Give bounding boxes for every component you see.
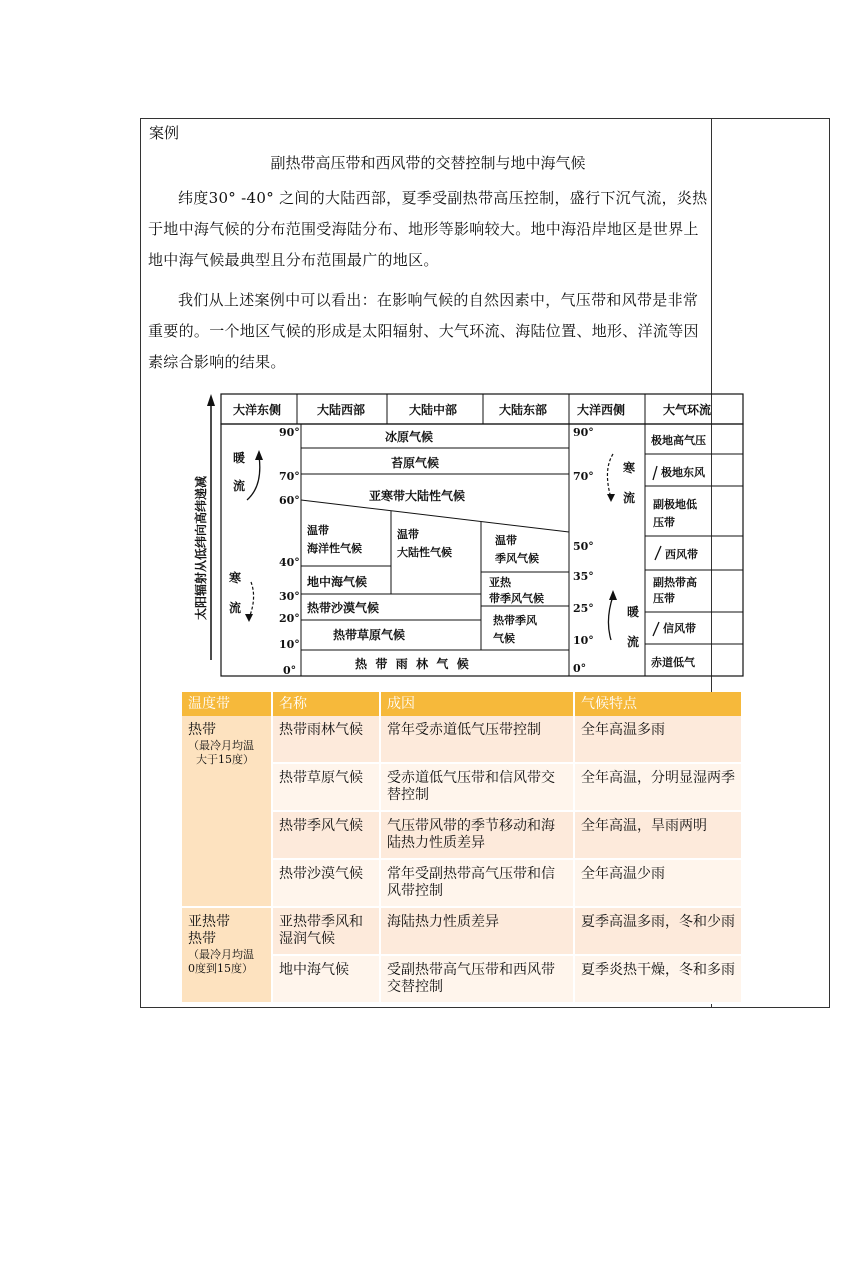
circ-equatorial-low: 赤道低气 [651,656,695,669]
left-current-cold-1: 寒 [229,571,242,585]
circ-polar-high: 极地高气压 [651,434,706,447]
circ-westerly: 西风带 [665,548,698,561]
climate-temp-monsoon-1: 温带 [495,534,517,547]
paragraph-1: 纬度30° -40° 之间的大陆西部，夏季受副热带高压控制，盛行下沉气流，炎热于地中海气候的分布范围受海陆分布、地形等影响较大。地中海沿岸地区是世界上地中海气候最典型且分布范围最广的地区。 [148,189,708,269]
row-feature: 全年高温多雨 [574,716,742,763]
climate-rainforest: 热 带 雨 林 气 候 [355,657,469,671]
circ-subtropical-high-1: 副热带高 [653,576,697,589]
left-lat-0: 0° [283,664,297,677]
right-lat-35: 35° [573,570,594,583]
table-row [182,907,742,955]
diagram-header-4: 大洋西侧 [577,403,626,417]
climate-subtrop-2: 带季风气候 [489,592,544,605]
case-label: 案例 [149,124,180,142]
col-header-cause: 成因 [380,692,574,716]
row-name: 亚热带季风和湿润气候 [272,907,380,955]
band-subtropical [182,907,272,1003]
right-lat-10: 10° [573,634,594,647]
case-title: 副热带高压带和西风带的交替控制与地中海气候 [270,154,586,172]
right-current-warm-1: 暖 [627,605,640,619]
right-lat-25: 25° [573,602,594,615]
left-current-warm-1: 暖 [233,451,246,465]
right-lat-90: 90° [573,426,594,439]
climate-temp-monsoon-2: 季风气候 [495,552,539,565]
band-subtropical-note-1: （最冷月均温 [188,948,254,961]
diagram-header-0: 大洋东侧 [233,403,282,417]
left-current-cold-2: 流 [229,601,242,615]
right-current-warm-2: 流 [627,635,640,649]
table-row [182,716,742,763]
row-name: 地中海气候 [272,955,380,1003]
diagram-header-2: 大陆中部 [409,403,458,417]
diagram-header-1: 大陆西部 [317,403,366,417]
band-subtropical-name-2: 热带 [188,931,216,947]
left-current-warm-2: 流 [233,479,246,493]
circ-polar-easterly: 极地东风 [661,466,705,479]
col-header-name: 名称 [272,692,380,716]
diagram-header-3: 大陆东部 [499,403,548,417]
climate-subtrop-1: 亚热 [489,576,511,589]
climate-ice: 冰原气候 [385,430,434,444]
right-lat-70: 70° [573,470,594,483]
climate-tundra: 苔原气候 [391,456,440,470]
row-cause: 常年受赤道低气压带控制 [380,716,574,763]
climate-table [182,692,735,998]
band-tropical-name: 热带 [188,722,216,738]
climate-oceanic-2: 海洋性气候 [307,542,362,555]
left-lat-60: 60° [279,494,300,507]
left-lat-20: 20° [279,612,300,625]
band-tropical-note-1: （最冷月均温 [188,739,254,752]
circ-subpolar-low-1: 副极地低 [653,498,697,511]
row-cause: 气压带风带的季节移动和海陆热力性质差异 [380,811,574,859]
right-current-cold-1: 寒 [623,461,636,475]
right-current-cold-2: 流 [623,491,636,505]
row-feature: 全年高温，旱雨两明 [574,811,742,859]
climate-temp-cont-2: 大陆性气候 [397,546,452,559]
band-subtropical-note-2: 0度到15度） [188,962,253,975]
circ-subtropical-high-2: 压带 [653,592,675,605]
row-cause: 受赤道低气压带和信风带交替控制 [380,763,574,811]
row-cause: 常年受副热带高气压带和信风带控制 [380,859,574,907]
row-name: 热带雨林气候 [272,716,380,763]
band-tropical-note-2: 大于15度） [196,753,254,766]
right-lat-50: 50° [573,540,594,553]
band-tropical [182,716,272,907]
col-header-feature: 气候特点 [574,692,742,716]
diagram-header-5: 大气环流 [663,403,712,417]
climate-oceanic-1: 温带 [307,524,329,537]
left-lat-30: 30° [279,590,300,603]
row-cause: 受副热带高气压带和西风带交替控制 [380,955,574,1003]
circ-trade-wind: 信风带 [663,622,696,635]
paragraph-2: 我们从上述案例中可以看出：在影响气候的自然因素中，气压带和风带是非常重要的。一个地区气候的形成是太阳辐射、大气环流、海陆位置、地形、洋流等因素综合影响的结果。 [148,291,699,371]
climate-diagram [183,390,711,680]
climate-temp-cont-1: 温带 [397,528,419,541]
climate-savanna: 热带草原气候 [333,628,406,642]
row-feature: 夏季炎热干燥，冬和多雨 [574,955,742,1003]
row-name: 热带季风气候 [272,811,380,859]
col-header-temp-zone: 温度带 [182,692,272,716]
circ-subpolar-low-2: 压带 [653,516,675,529]
right-lat-0: 0° [573,662,587,675]
left-lat-40: 40° [279,556,300,569]
row-feature: 夏季高温多雨，冬和少雨 [574,907,742,955]
row-cause: 海陆热力性质差异 [380,907,574,955]
row-name: 热带沙漠气候 [272,859,380,907]
climate-trop-monsoon-2: 气候 [493,632,515,645]
band-subtropical-name-1: 亚热带 [188,914,230,930]
climate-med: 地中海气候 [307,575,368,589]
left-lat-70: 70° [279,470,300,483]
row-name: 热带草原气候 [272,763,380,811]
left-lat-90: 90° [279,426,300,439]
diagram-vertical-label: 太阳辐射从低纬向高纬递减 [194,475,208,620]
climate-trop-monsoon-1: 热带季风 [493,614,537,627]
row-feature: 全年高温，分明显湿两季 [574,763,742,811]
left-lat-10: 10° [279,638,300,651]
climate-subarctic: 亚寒带大陆性气候 [369,489,466,503]
climate-desert: 热带沙漠气候 [307,601,380,615]
row-feature: 全年高温少雨 [574,859,742,907]
